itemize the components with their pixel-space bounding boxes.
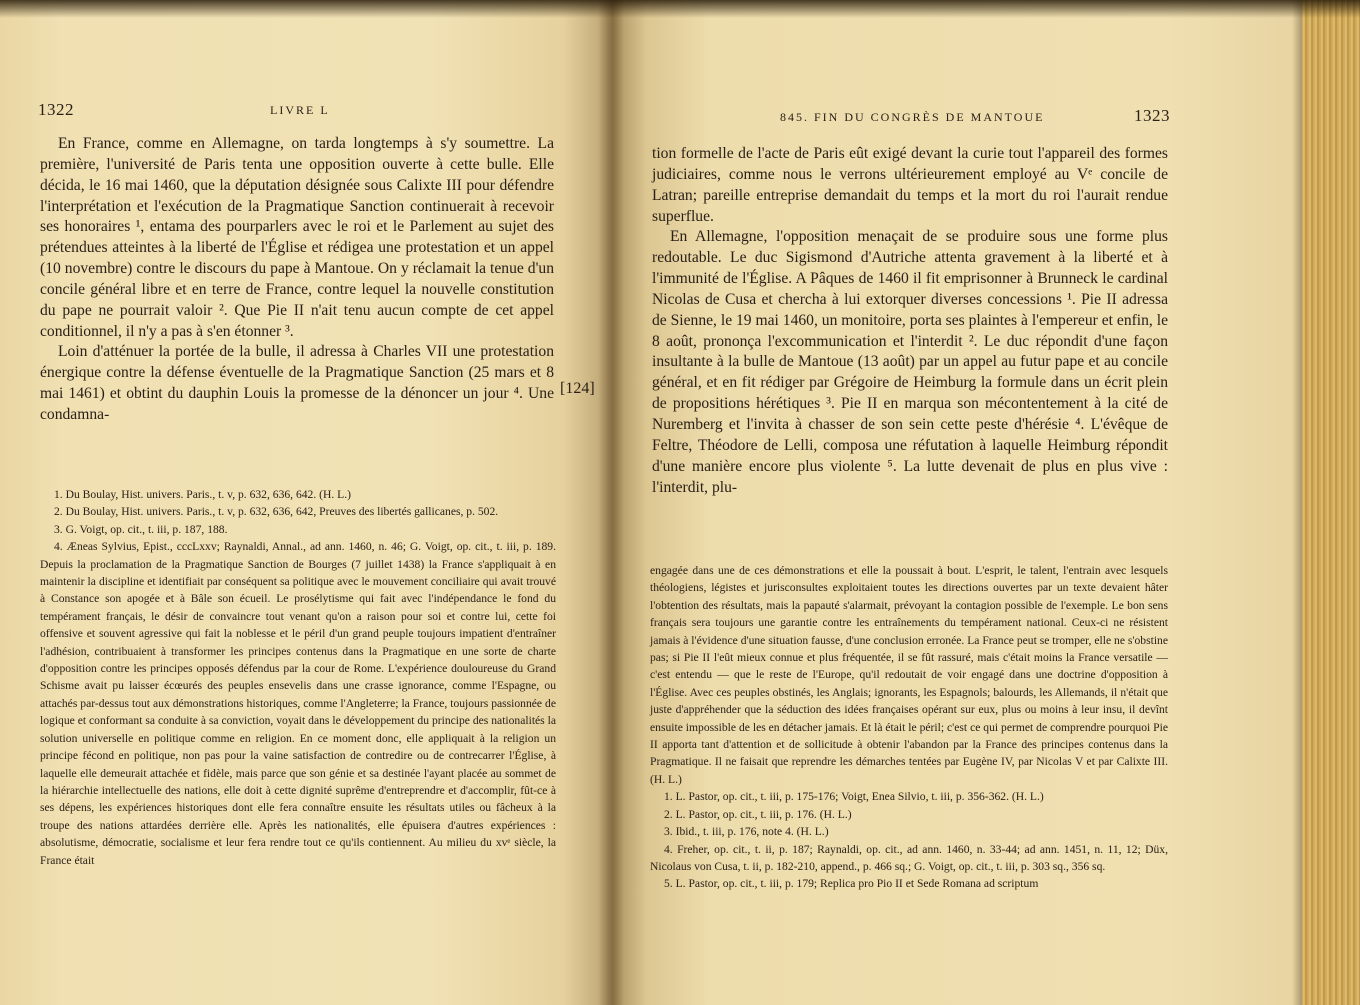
left-body — [40, 134, 554, 426]
left-paragraph-1: En France, comme en Allemagne, on tarda longtemps à s'y soumettre. La première, l'université de Paris tenta une opposition ouverte à cette bulle. Elle décida, le 16 mai 1460, que la députation désignée sous Calixte III pour défendre l'interprétation et l'exécution de la Pragmatique Sanction continuerait à recevoir ses honoraires ¹, entama des pourparlers avec le roi et le Parlement au sujet des prétendues atteintes à la liberté de l'Église et rédigea une protestation et un appel (10 novembre) contre le discours du pape à Mantoue. On y réclamait la tenue d'un concile général libre et en terre de France, contre lequel la nouvelle constitution du pape ne pourrait valoir ². Que Pie II n'ait tenu aucun compte de cet appel conditionnel, il n'y a pas à s'en étonner ³. — [40, 135, 554, 340]
left-footnote-2: 2. Du Boulay, Hist. univers. Paris., t. v, p. 632, 636, 642, Preuves des libertés gallicanes, p. 502. — [54, 505, 499, 519]
right-paragraph-2: En Allemagne, l'opposition menaçait de se produire sous une forme plus redoutable. Le duc Sigismond d'Autriche attenta gravement à la liberté et à l'immunité de l'Église. A Pâques de 1460 il fit emprisonner à Brunneck le cardinal Nicolas de Cusa et chercha à lui extorquer diverses concessions ¹. Pie II adressa de Sienne, le 19 mai 1460, un monitoire, porta ses plaintes à l'empereur et enfin, le 8 août, prononça l'excommunication et l'interdit ². Le duc répondit d'une façon insultante à la bulle de Mantoue (13 août) par un appel au futur pape et au concile général, et en fit rédiger par Grégoire de Heimburg la formule dans un écrit plein de propositions hérétiques ³. Pie II en marqua son mécontentement à la cité de Nuremberg et l'invita à chasser de son sein cette peste d'hérésie ⁴. L'évêque de Feltre, Théodore de Lelli, composa une réfutation à laquelle Heimburg répondit d'une manière encore plus violente ⁵. La lutte devenait de plus en plus vive : l'interdit, plu- — [652, 228, 1168, 496]
left-running-head: LIVRE L — [270, 103, 330, 117]
right-footnote-2: 2. L. Pastor, op. cit., t. iii, p. 176. (H. L.) — [664, 807, 852, 821]
left-footnote-3: 3. G. Voigt, op. cit., t. iii, p. 187, 188. — [54, 522, 228, 536]
right-running-head: 845. FIN DU CONGRÈS DE MANTOUE — [780, 110, 1045, 124]
right-footnote-3: 3. Ibid., t. iii, p. 176, note 4. (H. L.) — [664, 825, 829, 839]
right-page — [612, 0, 1302, 1005]
right-footnote-continuation: engagée dans une de ces démonstrations et elle la poussait à bout. L'esprit, le talent, l'entrain avec lesquels théologiens, légistes et jurisconsultes exploitaient toutes les directions ouvertes par un texte devaient hâter l'obtention des résultats, mais la papauté s'alarmait, prévoyant la contagion possible de l'exemple. Le bon sens français sera toujours une garantie contre les entraînements du tempérament national. Ceux-ci ne résistent jamais à l'évidence d'une situation fausse, d'une conclusion erronée. La France peut se tromper, elle ne s'obstine pas; si Pie II l'eût mieux connue et plus fréquentée, il se fût rassuré, mais c'était moins la France versatile — c'est entendu — que le reste de l'Europe, qu'il redoutait de voir engagé dans une doctrine d'opposition à l'Église. Avec ces peuples obstinés, les Anglais; ignorants, les Espagnols; balourds, les Allemands, il n'était que juste d'appréhender que la séduction des idées françaises opérant sur eux, plus ou moins à leur insu, il devînt ensuite impossible de les en détacher jamais. Et là était le péril; c'est ce qui permet de comprendre pourquoi Pie II apporta tant d'attention et de sollicitude à obtenir l'abandon par la France des principes contenus dans la Pragmatique. Il ne faisait que reprendre les démarches tentées par Eugène IV, par Nicolas V et par Calixte III. (H. L.) — [650, 564, 1168, 786]
right-footnote-5: 5. L. Pastor, op. cit., t. iii, p. 179; Replica pro Pio II et Sede Romana ad scriptum — [664, 877, 1039, 891]
left-footnotes — [40, 486, 556, 869]
margin-page-marker: [124] — [560, 380, 595, 397]
page-edge-shadow — [1292, 0, 1302, 1005]
left-footnote-4: 4. Æneas Sylvius, Epist., cccLxxv; Raynaldi, Annal., ad ann. 1460, n. 46; G. Voigt, op. cit., t. iii, p. 189. Depuis la proclamation de la Pragmatique Sanction de Bourges (7 juillet 1438) la France s'appliquait à en maintenir la discipline et identifiait par conséquent sa politique avec le mouvement conciliaire qui avait trouvé à Constance son apogée et à Bâle son écueil. Le prosélytisme qui fait avec l'indépendance le fond du tempérament français, le désir de convaincre tout venant qu'on a raison pour soi et contre lui, cette foi offensive et souvent agressive qui fait la noblesse et le péril d'un grand peuple toujours impatient d'entraîner l'adhésion, contribuaient à transformer les principes contenus dans la Pragmatique en une sorte de charte d'opposition contre les principes opposés défendus par la cour de Rome. L'expérience douloureuse du Grand Schisme avait pu laisser écœurés des peuples ensevelis dans une crasse ignorance, comme l'Espagne, ou attachés par-dessus tout aux démonstrations historiques, comme l'Angleterre; la France, toujours passionnée de logique et conformant sa conduite à sa conviction, voyait dans le développement du principe des nationalités la solution universelle en politique comme en religion. En ce moment donc, elle appliquait à la religion un principe fécond en politique, non pas pour la vaine satisfaction de contredire ou de contrecarrer l'Église, à laquelle elle demeurait attachée et fidèle, mais parce que son génie et sa destinée l'ayant placée au sommet de la hiérarchie intellectuelle des nations, elle doit à cette dignité suprême d'entreprendre et d'accomplir, fût-ce à ses dépens, les expériences historiques dont elle fera connaître ensuite les résultats utiles ou fâcheux à la troupe des nations attardées derrière elle. Après les nationalités, elle épuisera d'autres expériences : absolutisme, démocratie, socialisme et leur fera rendre tout ce qu'ils contiennent. Au milieu du xvᵉ siècle, la France était — [40, 540, 556, 867]
right-paragraph-1: tion formelle de l'acte de Paris eût exigé devant la curie tout l'appareil des formes judiciaires, comme nous le verrons ultérieurement employé au Vᵉ concile de Latran; pareille entreprise demandait du temps et la mort du roi l'aurait rendue superflue. — [652, 145, 1168, 225]
left-page-number: 1322 — [38, 100, 74, 119]
page-block-edge — [1302, 0, 1360, 1005]
right-page-number: 1323 — [1134, 106, 1170, 125]
right-footnote-1: 1. L. Pastor, op. cit., t. iii, p. 175-176; Voigt, Enea Silvio, t. iii, p. 356-362. (H. L.) — [664, 790, 1044, 804]
book-gutter — [598, 0, 624, 1005]
top-shadow — [0, 0, 1360, 18]
right-footnote-4: 4. Freher, op. cit., t. ii, p. 187; Raynaldi, op. cit., ad ann. 1460, n. 33-44; ad ann. 1451, n. 11, 12; Düx, Nicolaus von Cusa, t. ii, p. 182-210, append., p. 466 sq.; G. Voigt, op. cit., t. iii, p. 303 sq., 356 sq. — [650, 842, 1168, 873]
right-footnotes — [650, 562, 1168, 893]
right-body — [652, 144, 1168, 498]
left-page — [0, 0, 612, 1005]
left-paragraph-2: Loin d'atténuer la portée de la bulle, il adressa à Charles VII une protestation énergique contre la défense éventuelle de la Pragmatique Sanction (25 mars et 8 mai 1461) et obtint du dauphin Louis la promesse de la dénoncer un jour ⁴. Une condamna- — [40, 343, 554, 423]
left-footnote-1: 1. Du Boulay, Hist. univers. Paris., t. v, p. 632, 636, 642. (H. L.) — [54, 488, 352, 501]
